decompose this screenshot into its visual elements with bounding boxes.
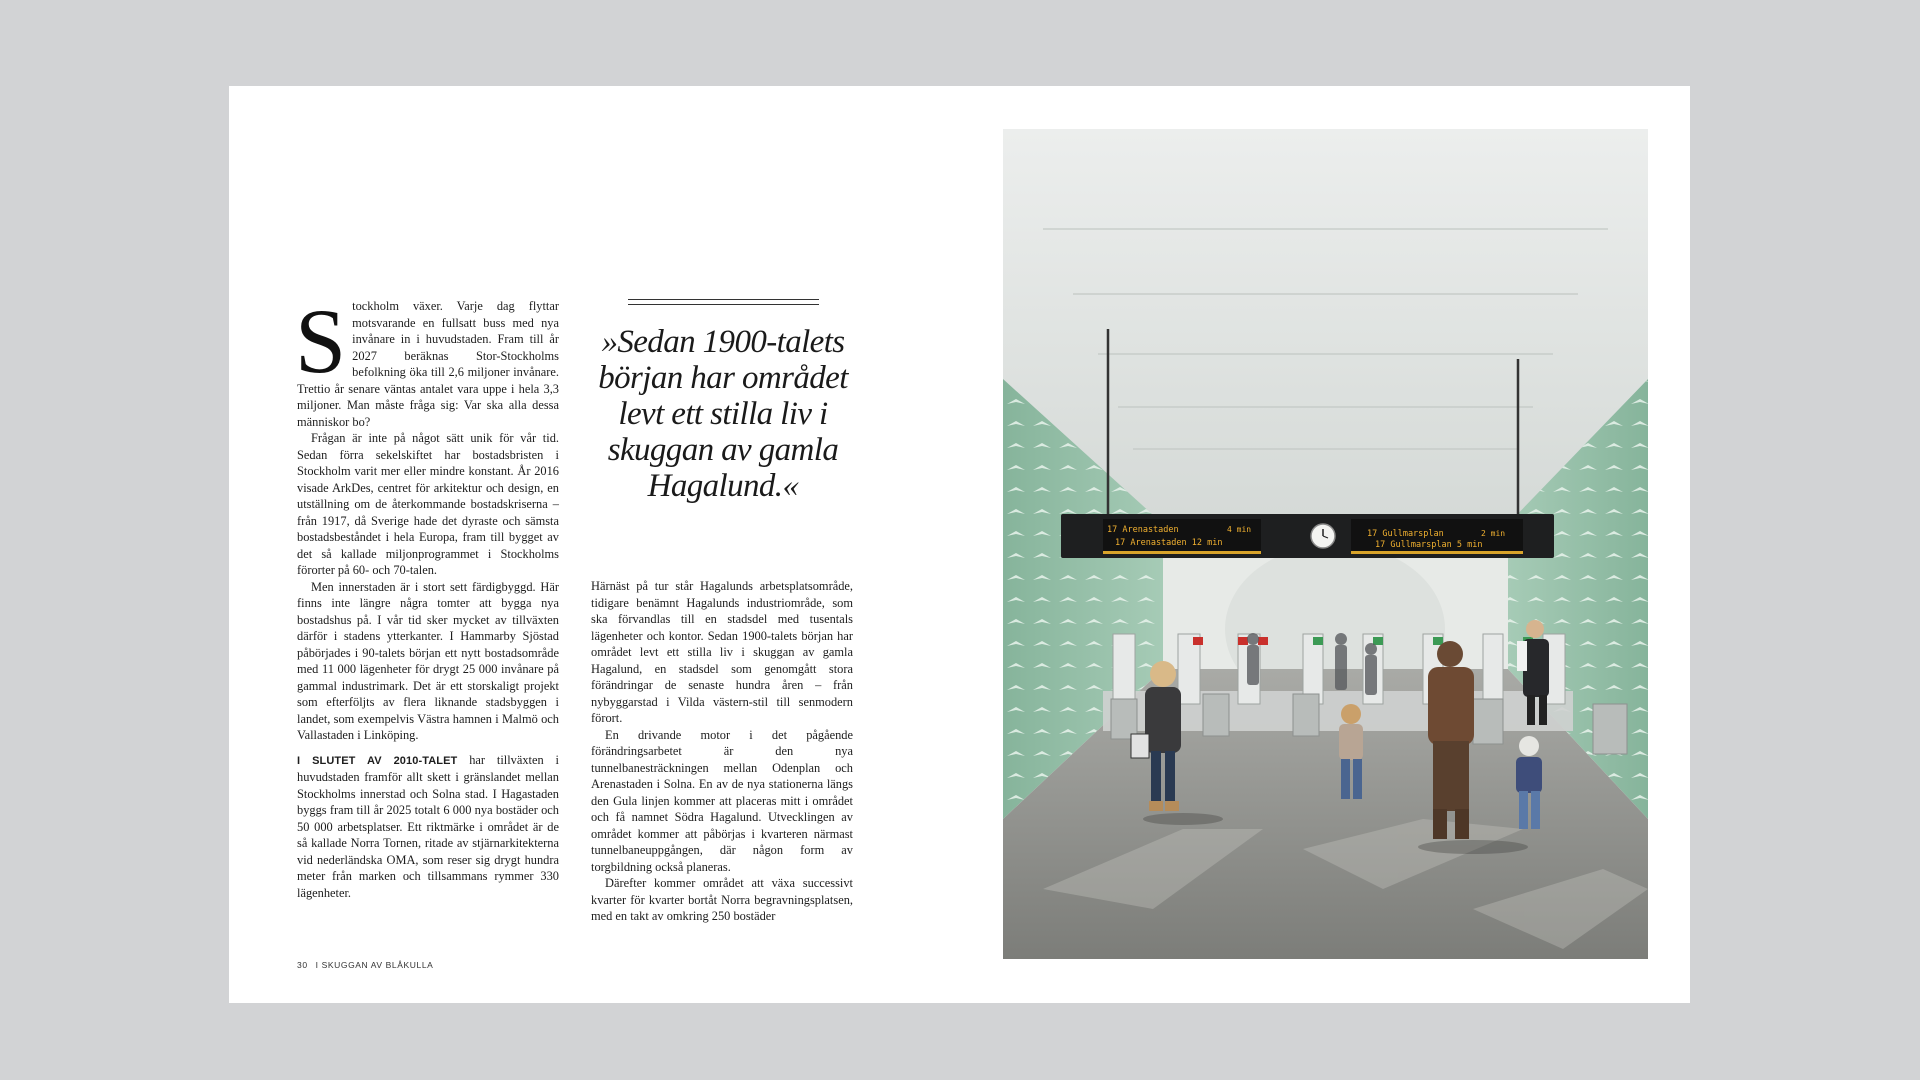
running-title: I SKUGGAN AV BLÅKULLA [315, 960, 434, 970]
magazine-spread [229, 86, 1690, 1003]
adult-in-brown [1428, 641, 1474, 839]
paragraph: Men innerstaden är i stort sett färdigbyggd. Här finns inte längre några tomter att bygga nya bostadshus på. I vår tid sker mycket av tillväxten därför i stadens ytterkanter. I Hammarby Sjöstad påbörjades i 90-talets början ett nytt bostadsområde med 11 000 lägenheter för drygt 25 000 invånare på gammal industrimark. Det är ett storskaligt projekt som efterföljts av flera liknande stadsbyggen i landet, som exempelvis Västra hamnen i Malmö och Vallastaden i Linköping. [297, 579, 559, 742]
paragraph: Därefter kommer området att växa successivt kvarter för kvarter bortåt Norra begravningsplatsen, med en takt av omkring 250 bostäder [591, 876, 853, 923]
departure-sign [1061, 514, 1554, 558]
page-folio [297, 960, 441, 970]
sign-left-line2: 17 Arenastaden 12 min [1115, 538, 1223, 548]
sign-right-time1: 2 min [1481, 529, 1506, 538]
sign-left-line1: 17 Arenastaden [1107, 525, 1179, 535]
sign-right-line1: 17 Gullmarsplan [1367, 529, 1444, 539]
text-column-right [591, 578, 853, 925]
paragraph-text: har tillväxten i huvudstaden framför allt skett i gränslandet mellan Stockholms innerstad och Solna stad. I Hagastaden byggs fram till år 2025 totalt 6 000 nya bostäder och 50 000 arbetsplatser. Ett riktmärke i området är de så kallade Norra Tornen, ritade av stjärnarkitekterna vid nederländska OMA, som reser sig drygt hundra meter från marken och tillsammans rymmer 330 lägenheter. [297, 752, 559, 900]
pullquote-rule [628, 304, 819, 305]
station-rendering-photo [1003, 129, 1648, 959]
paragraph: Härnäst på tur står Hagalunds arbetsplatsområde, tidigare benämnt Hagalunds industriområde, som ska förvandlas till en stadsdel med tusentals lägenheter och kontor. Sedan 1900-talets början har området levt ett stilla liv i skuggan av gamla Hagalund, en stadsdel som genomgått stora förändringar de senaste hundra åren – från nybyggarstad i Vilda västern-stil till senmodern förort. [591, 579, 853, 725]
page-number: 30 [297, 960, 308, 970]
text-column-left [295, 290, 559, 901]
sign-left-time1: 4 min [1227, 525, 1252, 534]
sign-right-line2: 17 Gullmarsplan 5 min [1375, 540, 1483, 550]
paragraph [295, 290, 559, 430]
paragraph-text: tockholm växer. Varje dag flyttar motsvarande en fullsatt buss med nya invånare in i huvudstaden. Fram till år 2027 beräknas Stor-Stockholms befolkning öka till 2,6 miljoner invånare. Trettio år senare väntas antalet vara uppe i hela 3,3 miljoner. Man måste fråga sig: Var ska alla dessa människor bo? [297, 299, 559, 429]
section-run-in-heading: I SLUTET AV 2010-TALET [297, 754, 458, 767]
pullquote-rule [628, 299, 819, 300]
drop-cap: S [295, 290, 347, 392]
pull-quote: »Sedan 1900-talets början har området levt ett stilla liv i skuggan av gamla Hagalund.« [598, 324, 848, 504]
paragraph: En drivande motor i det pågående förändringsarbetet är den nya tunnelbanesträckningen mellan Odenplan och Arenastaden i Solna. En av de nya stationerna längs den Gula linjen kommer att placeras mitt i området och få namnet Södra Hagalund. Utvecklingen av området kommer att påbörjas i kvarteren närmast tunnelbaneuppgången, där någon form av torgbildning också planeras. [591, 727, 853, 874]
paragraph: Frågan är inte på något sätt unik för vår tid. Sedan förra sekelskiftet har bostadsbristen i Stockholm varit mer eller mindre konstant. År 2016 visade ArkDes, centret för arkitektur och design, en utställning om de återkommande bostadskriserna – från 1917, då Sverige hade det dyraste och sämsta bostadsbeståndet i hela Europa, fram till bygget av det så kallade miljonprogrammet i Stockholms förorter på 60- och 70-talen. [297, 431, 559, 577]
paragraph [297, 752, 559, 902]
